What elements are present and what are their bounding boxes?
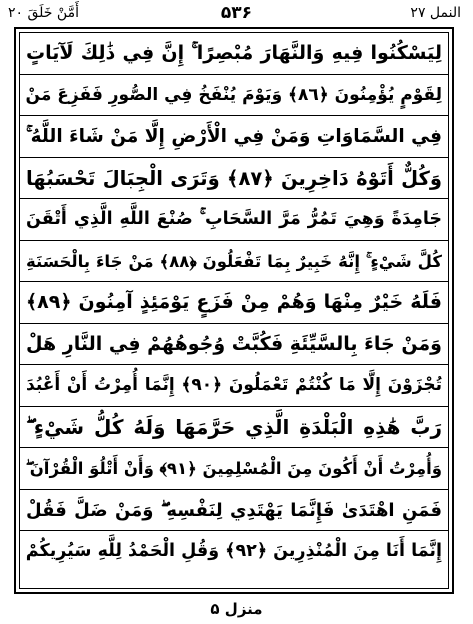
ruled-text-area xyxy=(19,32,449,589)
text-line xyxy=(20,282,448,324)
text-frame xyxy=(14,27,454,594)
text-line xyxy=(20,531,448,573)
line-9-text: تُجْزَوْنَ إِلَّا مَا كُنْتُمْ تَعْمَلُونَ ﴿٩٠﴾ إِنَّمَا أُمِرْتُ أَنْ أَعْبُدَ xyxy=(26,375,442,395)
text-line xyxy=(20,33,448,75)
text-line xyxy=(20,158,448,200)
text-line xyxy=(20,75,448,117)
line-12-text: فَمَنِ اهْتَدَىٰ فَإِنَّمَا يَهْتَدِي لِنَفْسِهِ ۖ وَمَنْ ضَلَّ فَقُلْ xyxy=(26,499,442,521)
text-line xyxy=(20,199,448,241)
text-line xyxy=(20,490,448,532)
surah-label: النمل ۲۷ xyxy=(410,5,461,21)
line-1-text: لِيَسْكُنُوا فِيهِ وَالنَّهَارَ مُبْصِرًا ۚ إِنَّ فِي ذَٰلِكَ لَآيَاتٍ xyxy=(26,42,442,64)
text-line xyxy=(20,241,448,283)
line-10-text: رَبَّ هَٰذِهِ الْبَلْدَةِ الَّذِي حَرَّمَهَا وَلَهُ كُلُّ شَيْءٍ ۖ xyxy=(26,414,442,439)
text-line xyxy=(20,407,448,449)
text-line xyxy=(20,448,448,490)
line-4-text: وَكُلٌّ أَتَوْهُ دَاخِرِينَ ﴿٨٧﴾ وَتَرَى الْجِبَالَ تَحْسَبُهَا xyxy=(26,166,442,190)
page-header xyxy=(0,2,473,26)
line-7-text: فَلَهُ خَيْرٌ مِنْهَا وَهُمْ مِنْ فَزَعٍ يَوْمَئِذٍ آمِنُونَ ﴿٨٩﴾ xyxy=(26,291,442,313)
manzil-footer: منزل ۵ xyxy=(210,600,263,618)
line-13-text: إِنَّمَا أَنَا مِنَ الْمُنْذِرِينَ ﴿٩٢﴾ وَقُلِ الْحَمْدُ لِلَّهِ سَيُرِيكُمْ xyxy=(25,541,442,561)
juz-label: أَمَّنْ خَلَقَ ۲۰ xyxy=(8,5,79,21)
line-2-text: لِقَوْمٍ يُؤْمِنُونَ ﴿٨٦﴾ وَيَوْمَ يُنْفَخُ فِي الصُّورِ فَفَزِعَ مَنْ xyxy=(25,84,442,105)
text-line xyxy=(20,324,448,366)
text-line xyxy=(20,365,448,407)
line-11-text: وَأُمِرْتُ أَنْ أَكُونَ مِنَ الْمُسْلِمِينَ ﴿٩١﴾ وَأَنْ أَتْلُوَ الْقُرْآنَ ۖ xyxy=(25,459,442,478)
line-6-text: كُلَّ شَيْءٍ ۚ إِنَّهُ خَبِيرٌ بِمَا تَفْعَلُونَ ﴿٨٨﴾ مَنْ جَاءَ بِالْحَسَنَةِ xyxy=(26,251,442,271)
text-line xyxy=(20,116,448,158)
line-5-text: جَامِدَةً وَهِيَ تَمُرُّ مَرَّ السَّحَابِ ۚ صُنْعَ اللَّهِ الَّذِي أَتْقَنَ xyxy=(26,209,442,229)
line-8-text: وَمَنْ جَاءَ بِالسَّيِّئَةِ فَكُبَّتْ وُجُوهُهُمْ فِي النَّارِ هَلْ xyxy=(26,332,442,355)
line-3-text: فِي السَّمَاوَاتِ وَمَنْ فِي الْأَرْضِ إِلَّا مَنْ شَاءَ اللَّهُ ۚ xyxy=(26,126,442,147)
page-number: ۵۳۶ xyxy=(220,3,253,23)
